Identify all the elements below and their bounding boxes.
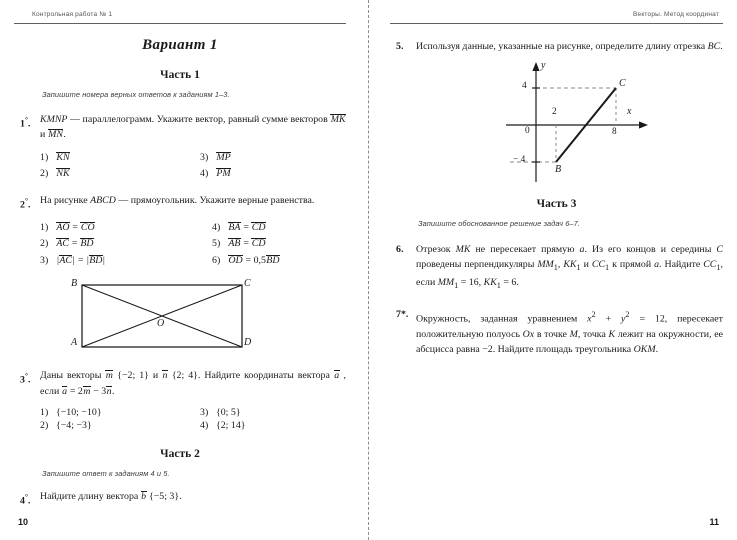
running-head-right: Векторы. Метод координат	[390, 0, 723, 24]
task-2-option-3[interactable]: 3) |AC| = |BD|	[40, 254, 105, 266]
rectangle-svg	[14, 275, 334, 357]
folio-left: 10	[18, 517, 29, 527]
task-1-option-2[interactable]: 2) NK	[40, 168, 70, 180]
task-5	[390, 39, 723, 54]
task-2-option-4[interactable]: 4) BA = CD	[212, 222, 266, 234]
part2-instruction: Запишите ответ к заданиям 4 и 5.	[42, 469, 170, 479]
part1-instruction: Запишите номера верных ответов к заданиям 1–3.	[42, 89, 230, 99]
task-4-number: 4°.	[20, 492, 31, 507]
task-6-number: 6.	[396, 243, 404, 255]
figure-coordinate-plane	[390, 60, 723, 188]
part3-instruction: Запишите обоснованное решение задач 6–7.	[418, 218, 581, 228]
task-3-option-1[interactable]: 1) {−10; −10}	[40, 406, 102, 418]
point-label-b: B	[555, 163, 562, 175]
rect-vertex-c: C	[244, 278, 251, 290]
origin-label: 0	[525, 125, 530, 136]
figure-rectangle-abcd	[14, 275, 346, 357]
folio-right: 11	[709, 517, 719, 527]
task-3-text: Даны векторы m {−2; 1} и n {2; 4}. Найдите координаты вектора a , если a = 2m − 3n.	[40, 370, 346, 397]
tick-y-minus-4: − 4	[513, 154, 526, 165]
part2-title: Часть 2	[160, 448, 200, 461]
task-3-option-3[interactable]: 3) {0; 5}	[200, 406, 241, 418]
task-7-number: 7*.	[396, 309, 409, 321]
rect-vertex-a: A	[71, 337, 78, 349]
task-3-number: 3°.	[20, 371, 31, 386]
task-1	[14, 112, 346, 142]
task-5-text: Используя данные, указанные на рисунке, определите длину отрезка BC.	[416, 40, 723, 52]
tick-x-8: 8	[612, 126, 617, 137]
task-6	[390, 242, 723, 294]
task-2-options	[40, 220, 346, 266]
part3-title: Часть 3	[536, 197, 577, 210]
point-label-c: C	[619, 77, 626, 89]
axis-x-label: x	[627, 105, 632, 117]
variant-title: Вариант 1	[142, 36, 218, 53]
task-3-option-4[interactable]: 4) {2; 14}	[200, 420, 246, 432]
task-1-option-4[interactable]: 4) PM	[200, 168, 231, 180]
task-5-number: 5.	[396, 40, 404, 52]
task-3-option-2[interactable]: 2) {−4; −3}	[40, 420, 92, 432]
rect-vertex-b: B	[71, 278, 78, 290]
tick-x-2: 2	[552, 106, 557, 117]
task-6-text: Отрезок MK не пересекает прямую a. Из его концов и середины C проведены перпендикуляры $MM_1$, $KK_1$ и $CC_1$ к прямой a. Найдите $CC_1$, если $MM_1 = 16$, $KK_1 = 6$.	[416, 243, 723, 291]
task-1-option-1[interactable]: 1) KN	[40, 151, 70, 163]
tick-y-4: 4	[522, 80, 527, 91]
task-1-option-3[interactable]: 3) MP	[200, 151, 231, 163]
task-2-option-5[interactable]: 5) AB = CD	[212, 238, 266, 250]
task-2-number: 2°.	[20, 195, 31, 211]
part1-title: Часть 1	[160, 68, 200, 81]
page-left	[0, 0, 368, 540]
page-gutter-divider	[368, 0, 369, 540]
task-4-text: Найдите длину вектора b {−5; 3}.	[40, 491, 182, 503]
task-2-option-6[interactable]: 6) OD = 0,5BD	[212, 254, 280, 266]
rect-vertex-d: D	[244, 337, 252, 349]
task-7-text: Окружность, заданная уравнением $x^2 + y^2 = 12$, пересекает положительную полуось Ox в точке M, точка K лежит на окружности, ее абсцисса равна −2. Найдите площадь треугольника OKM.	[416, 310, 723, 355]
task-3-options	[40, 407, 346, 432]
task-7	[390, 307, 723, 357]
page-right	[368, 0, 737, 540]
running-head-left: Контрольная работа № 1	[14, 0, 346, 24]
axis-y-label: y	[541, 59, 546, 71]
task-4	[14, 489, 346, 509]
task-2-text: На рисунке ABCD — прямоугольник. Укажите верные равенства.	[40, 194, 315, 206]
task-2-option-2[interactable]: 2) AC = BD	[40, 238, 94, 250]
task-1-number: 1°.	[20, 114, 31, 129]
task-2-option-1[interactable]: 1) AO = CO	[40, 222, 95, 234]
rect-center-o: O	[157, 318, 165, 330]
task-1-options	[40, 150, 346, 180]
task-3	[14, 368, 346, 398]
task-2	[14, 193, 346, 213]
task-1-text: KMNP — параллелограмм. Укажите вектор, равный сумме векторов MK и MN.	[40, 113, 346, 140]
